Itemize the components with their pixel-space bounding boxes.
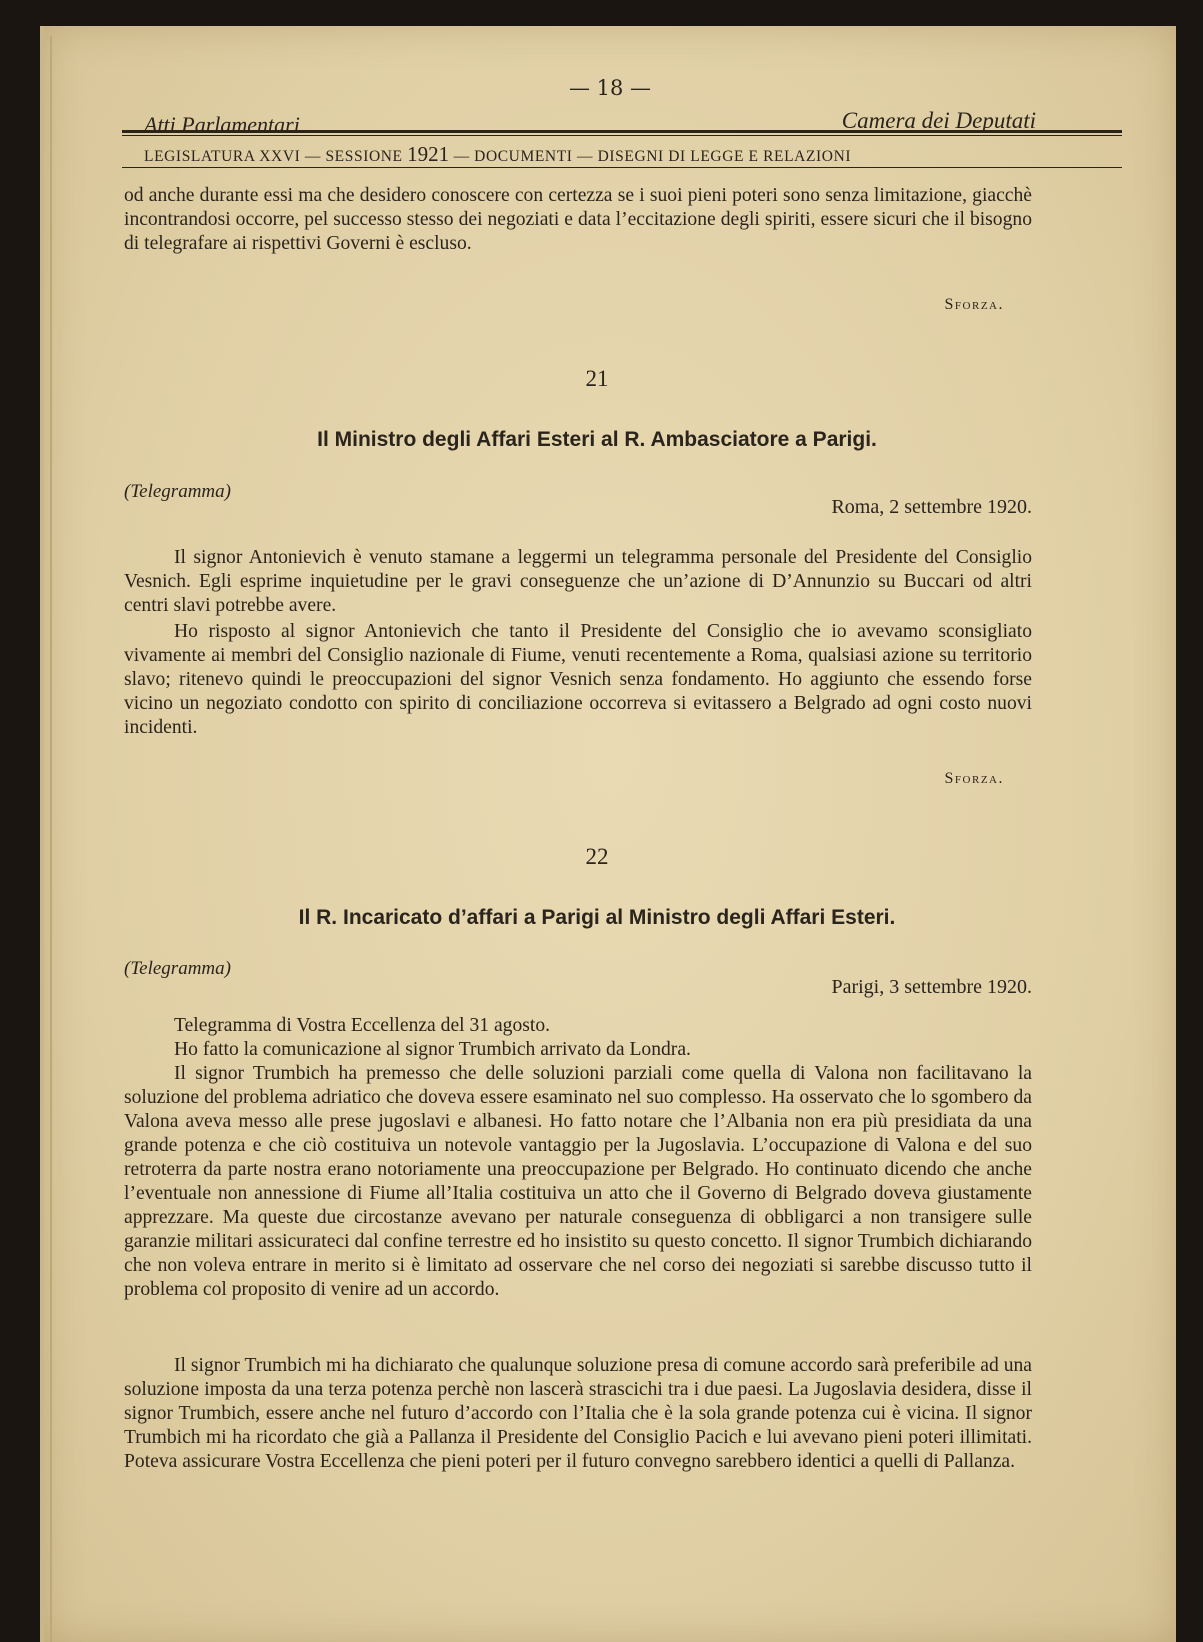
header-subtitle-a: LEGISLATURA XXVI — SESSIONE <box>144 148 403 165</box>
doc21-paragraph-2: Ho risposto al signor Antonievich che tanto il Presidente del Consiglio che io avevamo sconsigliato vivamente ai membri del Consiglio nazionale di Fiume, venuti recentemente a Roma, qualsiasi azione su territorio slavo; ritenevo quindi le preoccupazioni del signor Vesnich senza fondamento. Ho aggiunto che essendo forse vicino un negoziato condotto con spirito di conciliazione occorreva si evitassero a Belgrado ad ogni costo nuovi incidenti. <box>124 621 1032 738</box>
doc21-type: (Telegramma) <box>124 481 231 502</box>
header-rule <box>122 130 1122 133</box>
header-subtitle <box>144 142 851 167</box>
doc22-place-date: Parigi, 3 settembre 1920. <box>831 976 1032 998</box>
doc22-heading: Il R. Incaricato d’affari a Parigi al Ministro degli Affari Esteri. <box>298 906 896 929</box>
doc22-paragraph-1: Telegramma di Vostra Eccellenza del 31 agosto. <box>174 1015 551 1036</box>
doc22-type: (Telegramma) <box>124 958 231 979</box>
doc21-number: 21 <box>585 366 609 391</box>
header-rule-thin <box>122 135 1122 136</box>
doc22-paragraph-3: Il signor Trumbich ha premesso che delle soluzioni parziali come quella di Valona non facilitavano la soluzione del problema adriatico che doveva essere esaminato nel suo complesso. Ha osservato che lo sgombero da Valona aveva messo alle prese jugoslavi e albanesi. Ho fatto notare che l’Albania non era più presidiata da una grande potenza e che ciò costituiva un notevole vantaggio per la Jugoslavia. L’occupazione di Valona e del suo retroterra da parte nostra erano notoriamente una preoccupazione per Belgrado. Ho continuato dicendo che anche l’eventuale non annessione di Fiume all’Italia costituiva un atto che il Governo di Belgrado doveva giustamente apprezzare. Ma queste due circostanze avevano per naturale conseguenza di obbligarci a non transigere sulle garanzie militari assicurateci dal confine terrestre ed ho insistito su questo concetto. Il signor Trumbich dichiarando che non voleva entrare in merito si è limitato ad osservare che nel corso dei negoziati si sarebbe discusso tutto il problema col proposito di venire ad un accordo. <box>124 1063 1032 1300</box>
doc21-paragraph-1: Il signor Antonievich è venuto stamane a leggermi un telegramma personale del Presidente del Consiglio Vesnich. Egli esprime inquietudine per le gravi conseguenze che un’azione di D’Annunzio su Buccari od altri centri slavi potrebbe avere. <box>124 547 1032 616</box>
doc22-paragraph-4: Il signor Trumbich mi ha dichiarato che qualunque soluzione presa di comune accordo sarà preferibile ad una soluzione imposta da una terza potenza perchè non lascerà strascichi tra i due paesi. La Jugoslavia desidera, disse il signor Trumbich, essere anche nel futuro d’accordo con l’Italia che è la sola grande potenza cui è vicina. Il signor Trumbich mi ha ricordato che già a Pallanza il Presidente del Consiglio Pacich e lui avevano pieni poteri illimitati. Poteva assicurare Vostra Eccellenza che pieni poteri per il futuro convegno sarebbero identici a quelli di Pallanza. <box>124 1355 1032 1472</box>
doc21-signature: Sforza. <box>944 770 1004 787</box>
doc22-number: 22 <box>585 844 609 869</box>
doc21-heading: Il Ministro degli Affari Esteri al R. Ambasciatore a Parigi. <box>317 428 877 451</box>
page-number: — 18 — <box>568 76 652 100</box>
header-subtitle-b: — DOCUMENTI — DISEGNI DI LEGGE E RELAZIONI <box>453 148 852 165</box>
header-left-title: Atti Parlamentari <box>144 112 300 137</box>
doc22-paragraph-2: Ho fatto la comunicazione al signor Trumbich arrivato da Londra. <box>174 1039 691 1060</box>
intro-paragraph: od anche durante essi ma che desidero conoscere con certezza se i suoi pieni poteri sono senza limitazione, giacchè incontrandosi occorre, pel successo stesso dei negoziati e data l’eccitazione degli spiriti, essere sicuri che il bisogno di telegrafare ai rispettivi Governi è escluso. <box>124 185 1032 254</box>
header-rule-bottom <box>122 167 1122 168</box>
intro-signature: Sforza. <box>944 296 1004 313</box>
header-right-title: Camera dei Deputati <box>841 108 1036 133</box>
document-page <box>40 26 1176 1642</box>
doc21-place-date: Roma, 2 settembre 1920. <box>831 496 1032 518</box>
header-year: 1921 <box>407 142 450 166</box>
